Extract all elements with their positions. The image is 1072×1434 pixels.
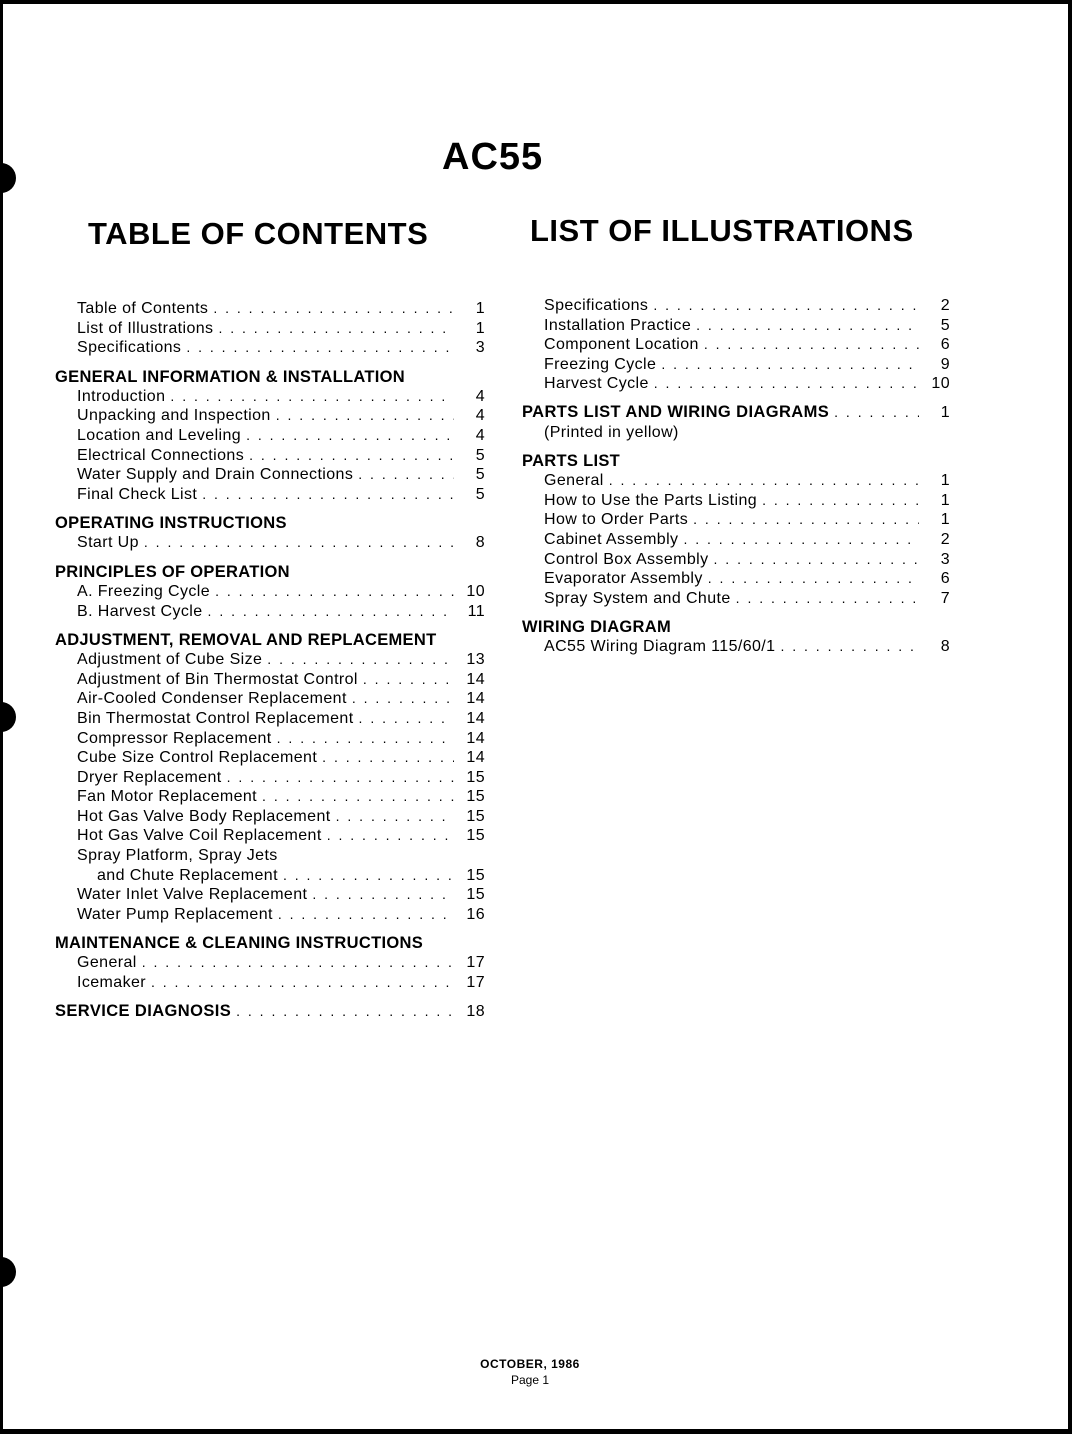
dot-leader — [834, 403, 919, 423]
parts-list-entry-page: 1 — [940, 491, 950, 509]
toc-entry-label: General — [77, 954, 137, 972]
dot-leader — [227, 768, 454, 788]
parts-list-entry[interactable] — [522, 491, 950, 511]
page-footer — [440, 1356, 620, 1388]
toc-entry[interactable] — [55, 885, 485, 905]
wiring-diagram-entry-page: 8 — [940, 638, 950, 656]
illustrations-section-wiring-diagram — [522, 617, 950, 657]
toc-entry[interactable] — [55, 905, 485, 925]
illustrations-section-main — [522, 296, 950, 394]
toc-entry-label: B. Harvest Cycle — [77, 602, 203, 620]
toc-entry-label: Location and Leveling — [77, 426, 242, 444]
toc-entry-page: 14 — [466, 709, 485, 727]
toc-entry-label: Final Check List — [77, 485, 198, 503]
toc-entry[interactable] — [55, 446, 485, 466]
toc-entry[interactable] — [55, 826, 485, 846]
toc-entry-page: 18 — [466, 1002, 485, 1020]
toc-section-title: PRINCIPLES OF OPERATION — [55, 562, 290, 581]
toc-column — [55, 299, 485, 1021]
dot-leader — [359, 709, 454, 729]
illustration-entry[interactable] — [522, 316, 950, 336]
toc-entry-page: 5 — [475, 446, 485, 464]
toc-section-title: GENERAL INFORMATION & INSTALLATION — [55, 367, 405, 386]
dot-leader — [213, 299, 454, 319]
illustrations-heading: LIST OF ILLUSTRATIONS — [530, 213, 914, 248]
toc-entry-label-continued: and Chute Replacement — [97, 866, 278, 884]
toc-section-front-matter — [55, 299, 485, 358]
toc-entry[interactable] — [55, 748, 485, 768]
toc-entry-page: 5 — [475, 466, 485, 484]
illustrations-section-parts-list — [522, 451, 950, 608]
toc-entry-label: Adjustment of Cube Size — [77, 651, 263, 669]
dot-leader — [704, 335, 919, 355]
toc-entry[interactable] — [55, 319, 485, 339]
dot-leader — [653, 296, 919, 316]
illustrations-column — [522, 296, 950, 666]
parts-list-entry-label: Cabinet Assembly — [544, 530, 679, 548]
document-title: AC55 — [442, 136, 544, 178]
toc-entry-page: 15 — [466, 886, 485, 904]
dot-leader — [208, 602, 454, 622]
dot-leader — [144, 533, 454, 553]
toc-entry-page: 15 — [466, 807, 485, 825]
dot-leader — [262, 787, 454, 807]
toc-entry-page: 14 — [466, 690, 485, 708]
parts-and-wiring-label: PARTS LIST AND WIRING DIAGRAMS — [522, 402, 830, 421]
toc-entry-label: Table of Contents — [77, 300, 209, 317]
wiring-diagram-entry-label: AC55 Wiring Diagram 115/60/1 — [544, 638, 776, 656]
parts-list-entry-label: Spray System and Chute — [544, 589, 731, 607]
parts-list-entry-page: 3 — [940, 550, 950, 568]
toc-entry[interactable] — [55, 338, 485, 358]
toc-entry-label: Fan Motor Replacement — [77, 788, 258, 806]
dot-leader — [708, 569, 919, 589]
toc-entry[interactable] — [55, 807, 485, 827]
illustration-entry-label: Freezing Cycle — [544, 355, 657, 373]
toc-section-general-information — [55, 367, 485, 505]
dot-leader — [661, 355, 919, 375]
parts-list-entry[interactable] — [522, 589, 950, 609]
toc-section-title: OPERATING INSTRUCTIONS — [55, 514, 287, 533]
toc-entry-page: 1 — [475, 300, 485, 317]
toc-entry[interactable] — [55, 709, 485, 729]
parts-list-entry-label: General — [544, 472, 604, 490]
punch-hole-middle — [0, 702, 16, 732]
toc-entry-page: 4 — [475, 407, 485, 425]
parts-list-entry[interactable] — [522, 569, 950, 589]
toc-entry[interactable] — [55, 729, 485, 749]
toc-entry-label: A. Freezing Cycle — [77, 582, 211, 600]
toc-entry-label: Air-Cooled Condenser Replacement — [77, 690, 347, 708]
toc-entry-page: 3 — [475, 339, 485, 357]
toc-entry-page: 4 — [475, 387, 485, 405]
toc-section-title: MAINTENANCE & CLEANING INSTRUCTIONS — [55, 934, 423, 953]
toc-entry-page: 17 — [466, 974, 485, 992]
punch-hole-top — [0, 163, 16, 193]
parts-list-entry-label: How to Use the Parts Listing — [544, 491, 758, 509]
dot-leader — [249, 446, 454, 466]
illustration-entry[interactable] — [522, 355, 950, 375]
parts-list-entry-page: 2 — [940, 530, 950, 548]
toc-entry-page: 1 — [475, 319, 485, 337]
toc-entry-label-first-line[interactable]: Spray Platform, Spray Jets — [77, 847, 278, 865]
toc-heading: TABLE OF CONTENTS — [88, 216, 429, 251]
toc-entry-label: Start Up — [77, 534, 139, 552]
toc-entry-page: 8 — [475, 534, 485, 552]
dot-leader — [363, 670, 454, 690]
toc-entry-page: 14 — [466, 749, 485, 767]
parts-list-entry[interactable] — [522, 550, 950, 570]
toc-entry[interactable] — [55, 602, 485, 622]
toc-entry-label: SERVICE DIAGNOSIS — [55, 1001, 232, 1020]
toc-entry-label: List of Illustrations — [77, 319, 214, 337]
dot-leader — [236, 1002, 454, 1022]
toc-entry-label: Specifications — [77, 339, 182, 357]
toc-entry-page: 15 — [466, 768, 485, 786]
toc-entry-page: 14 — [466, 729, 485, 747]
toc-entry-label: Adjustment of Bin Thermostat Control — [77, 670, 358, 688]
page-border-bottom — [0, 1429, 1072, 1434]
toc-entry-page: 14 — [466, 670, 485, 688]
toc-entry-label: Electrical Connections — [77, 446, 245, 464]
toc-entry[interactable] — [55, 406, 485, 426]
parts-list-entry[interactable] — [522, 510, 950, 530]
dot-leader — [267, 650, 454, 670]
toc-entry-page: 5 — [475, 485, 485, 503]
illustration-entry-label: Harvest Cycle — [544, 375, 649, 393]
toc-entry-page: 13 — [466, 651, 485, 669]
dot-leader — [336, 807, 454, 827]
toc-section-adjustment-removal-replacement — [55, 630, 485, 924]
illustration-entry-label: Component Location — [544, 336, 699, 354]
dot-leader — [654, 374, 919, 394]
dot-leader — [278, 905, 454, 925]
dot-leader — [283, 866, 454, 886]
dot-leader — [736, 589, 919, 609]
toc-entry-service-diagnosis[interactable] — [55, 1002, 485, 1022]
illustration-entry-page: 6 — [940, 336, 950, 354]
dot-leader — [276, 406, 454, 426]
footer-date: OCTOBER, 1986 — [480, 1357, 580, 1371]
toc-entry[interactable] — [55, 787, 485, 807]
dot-leader — [277, 729, 454, 749]
printed-in-yellow-note: (Printed in yellow) — [544, 423, 679, 441]
dot-leader — [218, 319, 454, 339]
toc-entry-label: Unpacking and Inspection — [77, 407, 271, 425]
toc-entry-label: Icemaker — [77, 974, 146, 992]
toc-entry-label: Cube Size Control Replacement — [77, 749, 318, 767]
parts-list-entry-page: 6 — [940, 570, 950, 588]
illustration-entry-page: 2 — [940, 297, 950, 314]
toc-entry-label: Water Supply and Drain Connections — [77, 466, 354, 484]
toc-entry-page: 15 — [466, 827, 485, 845]
toc-entry-page: 10 — [466, 582, 485, 600]
parts-list-entry-page: 1 — [940, 472, 950, 490]
dot-leader — [609, 471, 919, 491]
dot-leader — [186, 338, 454, 358]
dot-leader — [762, 491, 919, 511]
parts-list-entry-label: How to Order Parts — [544, 511, 689, 529]
page-border-top — [0, 0, 1072, 4]
toc-entry[interactable] — [55, 299, 485, 319]
toc-entry-label: Water Inlet Valve Replacement — [77, 886, 308, 904]
toc-entry[interactable] — [55, 953, 485, 973]
toc-entry-label: Hot Gas Valve Body Replacement — [77, 807, 331, 825]
illustration-entry-page: 9 — [940, 355, 950, 373]
toc-entry[interactable] — [55, 465, 485, 485]
footer-page-number: Page 1 — [510, 1373, 550, 1387]
page-border-right — [1068, 0, 1072, 1434]
toc-entry-page: 4 — [475, 426, 485, 444]
toc-entry-label: Introduction — [77, 387, 166, 405]
toc-entry[interactable] — [55, 670, 485, 690]
dot-leader — [714, 550, 919, 570]
toc-entry[interactable] — [55, 582, 485, 602]
parts-list-entry-page: 7 — [940, 589, 950, 607]
illustration-entry-label: Specifications — [544, 297, 649, 314]
dot-leader — [696, 316, 919, 336]
illustration-entry-page: 5 — [940, 316, 950, 334]
toc-entry-label: Compressor Replacement — [77, 729, 272, 747]
toc-entry-page: 17 — [466, 954, 485, 972]
dot-leader — [151, 973, 454, 993]
dot-leader — [683, 530, 919, 550]
toc-entry-page: 15 — [466, 866, 485, 884]
toc-entry[interactable] — [55, 650, 485, 670]
illustration-entry[interactable] — [522, 374, 950, 394]
toc-section-operating-instructions — [55, 513, 485, 553]
dot-leader — [202, 485, 454, 505]
dot-leader — [327, 826, 454, 846]
dot-leader — [142, 953, 454, 973]
toc-entry[interactable] — [55, 689, 485, 709]
toc-entry-label: Bin Thermostat Control Replacement — [77, 709, 354, 727]
wiring-diagram-entry[interactable] — [522, 637, 950, 657]
dot-leader — [215, 582, 454, 602]
dot-leader — [170, 387, 454, 407]
toc-entry-label: Dryer Replacement — [77, 768, 222, 786]
toc-entry[interactable] — [55, 485, 485, 505]
dot-leader — [312, 885, 454, 905]
parts-list-entry[interactable] — [522, 471, 950, 491]
parts-list-entry-label: Control Box Assembly — [544, 550, 709, 568]
toc-section-principles-of-operation — [55, 562, 485, 621]
toc-entry-label: Water Pump Replacement — [77, 905, 273, 923]
illustrations-section-parts-and-wiring — [522, 403, 950, 442]
illustration-entry-label: Installation Practice — [544, 316, 692, 334]
illustration-entry-page: 10 — [931, 375, 950, 393]
toc-entry-label: Hot Gas Valve Coil Replacement — [77, 827, 322, 845]
parts-list-entry[interactable] — [522, 530, 950, 550]
wiring-diagram-title: WIRING DIAGRAM — [522, 618, 672, 637]
dot-leader — [352, 689, 454, 709]
parts-and-wiring-entry[interactable] — [522, 403, 950, 423]
dot-leader — [358, 465, 454, 485]
toc-entry[interactable] — [55, 533, 485, 553]
dot-leader — [693, 510, 919, 530]
dot-leader — [780, 637, 919, 657]
toc-section-maintenance-cleaning — [55, 933, 485, 992]
toc-entry[interactable] — [55, 426, 485, 446]
dot-leader — [322, 748, 454, 768]
parts-list-entry-label: Evaporator Assembly — [544, 570, 703, 588]
toc-entry-page: 15 — [466, 788, 485, 806]
toc-entry-page: 16 — [466, 905, 485, 923]
punch-hole-bottom — [0, 1257, 16, 1287]
toc-section-title: ADJUSTMENT, REMOVAL AND REPLACEMENT — [55, 631, 437, 650]
illustration-entry[interactable] — [522, 335, 950, 355]
dot-leader — [246, 426, 454, 446]
illustration-entry[interactable] — [522, 296, 950, 316]
toc-entry-page: 11 — [467, 602, 485, 620]
parts-list-entry-page: 1 — [940, 511, 950, 529]
toc-entry[interactable] — [55, 387, 485, 407]
toc-entry[interactable] — [55, 866, 485, 886]
toc-entry[interactable] — [55, 768, 485, 788]
toc-entry[interactable] — [55, 973, 485, 993]
parts-and-wiring-page: 1 — [940, 403, 950, 421]
parts-list-title: PARTS LIST — [522, 452, 621, 471]
